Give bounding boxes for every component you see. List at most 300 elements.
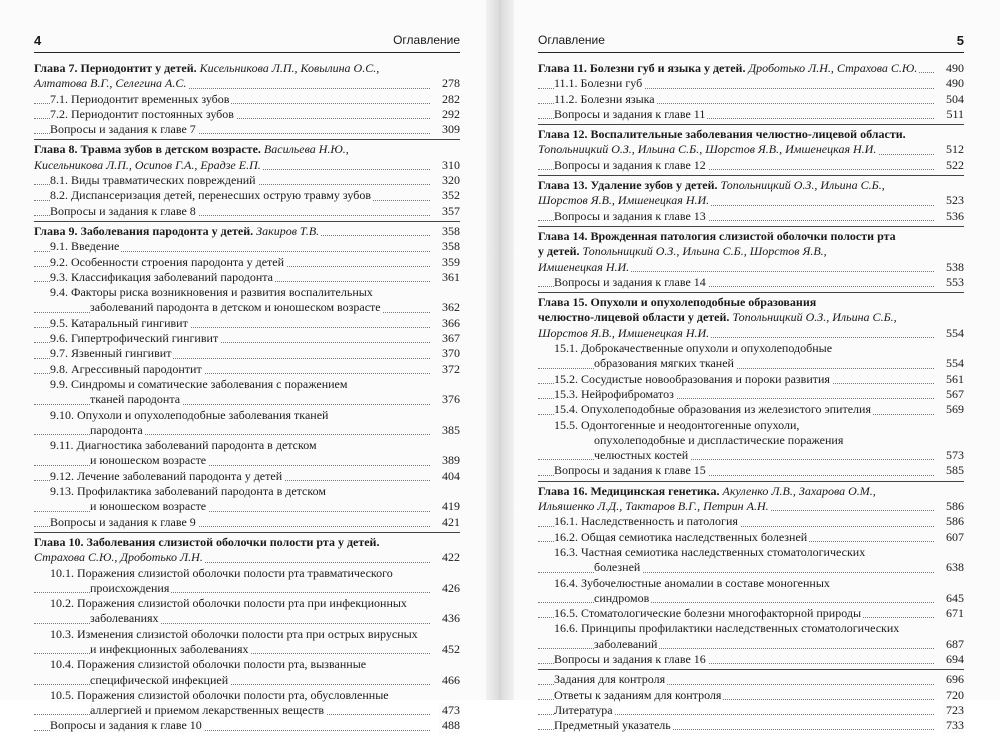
page-ref: 607 <box>943 530 964 545</box>
page-ref: 309 <box>439 122 460 137</box>
toc-line <box>538 356 964 371</box>
page-number: 4 <box>34 33 42 48</box>
section-title: болезней <box>594 560 641 575</box>
page-ref: 419 <box>439 499 460 514</box>
page-ref: 723 <box>943 703 964 718</box>
toc-line <box>538 178 964 193</box>
section-title: 15.4. Опухолеподобные образования из железистого эпителия <box>554 402 871 417</box>
page-ref: 512 <box>943 142 964 157</box>
page-ref: 671 <box>943 606 964 621</box>
section-title: 16.2. Общая семиотика наследственных болезней <box>554 529 808 544</box>
chapter-authors: Топольницкий О.З., Ильина С.Б., Шорстов Я.В., Имшенецкая Н.И. <box>538 142 877 157</box>
toc-line <box>34 515 460 530</box>
chapter-block <box>538 176 964 227</box>
toc-line <box>538 652 964 667</box>
toc-line <box>34 142 460 157</box>
toc-line <box>538 606 964 621</box>
chapter-title: Глава 9. Заболевания пародонта у детей. <box>34 223 257 238</box>
toc-line-text <box>50 657 368 671</box>
section-title: 9.11. Диагностика заболеваний пародонта в детском <box>50 438 317 453</box>
toc-line <box>34 316 460 331</box>
chapter-title: Глава 10. Заболевания слизистой оболочки полости рта у детей. <box>34 534 380 549</box>
toc-line <box>34 107 460 122</box>
chapter-authors: Страхова С.Ю., Дроботько Л.Н. <box>34 550 203 565</box>
section-title: 10.5. Поражения слизистой оболочки полости рта, обусловленные <box>50 687 389 702</box>
section-title: 16.4. Зубочелюстные аномалии в составе моногенных <box>554 575 830 590</box>
toc-line-text <box>90 611 161 625</box>
section-title: 16.1. Наследственность и патология <box>554 514 738 529</box>
page-ref: 358 <box>439 224 460 239</box>
page-ref: 452 <box>439 642 460 657</box>
toc-line <box>34 61 460 76</box>
toc-line <box>34 331 460 346</box>
toc-line <box>538 326 964 341</box>
entry-title: Вопросы и задания к главе 8 <box>50 203 196 218</box>
toc-line <box>538 530 964 545</box>
page-ref: 389 <box>439 453 460 468</box>
toc-line-text <box>554 703 615 717</box>
toc-line <box>538 672 964 687</box>
toc-line <box>34 392 460 407</box>
toc-line <box>34 581 460 596</box>
chapter-authors: Имшенецкая Н.И. <box>538 259 630 274</box>
toc-line <box>34 204 460 219</box>
entry-title: Предметный указатель <box>554 718 671 733</box>
chapter-title: Глава 11. Болезни губ и языка у детей. <box>538 61 749 75</box>
section-title: 16.6. Принципы профилактики наследственных стоматологических <box>554 621 900 636</box>
section-title: 11.1. Болезни губ <box>554 76 643 91</box>
page-ref: 569 <box>943 402 964 417</box>
section-title: 15.3. Нейрофиброматоз <box>554 386 674 401</box>
section-title: 9.4. Факторы риска возникновения и развития воспалительных <box>50 285 373 300</box>
toc-line <box>538 448 964 463</box>
chapter-authors: Кисельникова Л.П., Осипов Г.А., Ерадзе Е.П. <box>34 157 261 172</box>
toc-line <box>34 346 460 361</box>
toc-line-text <box>50 515 198 529</box>
toc-line <box>34 484 460 499</box>
toc-line <box>538 295 964 310</box>
page-ref: 310 <box>439 158 460 173</box>
entry-title: Вопросы и задания к главе 11 <box>554 106 706 121</box>
page-ref: 554 <box>943 356 964 371</box>
section-title: аллергией и приемом лекарственных веществ <box>90 703 325 718</box>
section-title: 10.1. Поражения слизистой оболочки полости рта травматического <box>50 565 393 580</box>
chapter-authors: Топольницкий О.З., Ильина С.Б., Шорстов Я.В., <box>582 244 827 259</box>
toc-line <box>34 173 460 188</box>
toc-line <box>538 418 964 433</box>
toc-line-text <box>90 673 230 687</box>
toc-line-text <box>34 550 205 564</box>
toc-line-text <box>594 591 651 605</box>
toc-line <box>34 270 460 285</box>
page-ref: 567 <box>943 387 964 402</box>
toc-line <box>34 122 460 137</box>
toc-line <box>538 341 964 356</box>
section-title: 9.12. Лечение заболеваний пародонта у детей <box>50 468 283 483</box>
toc-line-text <box>554 387 676 401</box>
page-ref: 358 <box>439 239 460 254</box>
toc-line-text <box>594 637 659 651</box>
toc-line <box>538 127 964 142</box>
toc-line <box>34 239 460 254</box>
toc-line-text <box>50 239 121 253</box>
section-title: 9.1. Введение <box>50 239 120 254</box>
toc-line-text <box>554 158 708 172</box>
page-ref: 372 <box>439 362 460 377</box>
toc-line-text <box>554 275 708 289</box>
toc-line <box>538 209 964 224</box>
toc-line-text <box>50 331 220 345</box>
toc-line <box>34 718 460 733</box>
toc-line <box>538 718 964 733</box>
page-ref: 359 <box>439 255 460 270</box>
toc-line <box>34 423 460 438</box>
page-ref: 696 <box>943 672 964 687</box>
page-number: 5 <box>956 33 964 48</box>
toc-line-text <box>594 560 642 574</box>
chapter-authors: Ильяшенко Л.Д., Тактаров В.Г., Петрин А.Н. <box>538 499 769 514</box>
chapter-title: Глава 14. Врожденная патология слизистой оболочки полости рта <box>538 228 896 243</box>
chapter-authors: Акуленко Л.В., Захарова О.М., <box>722 483 876 498</box>
entry-title: Вопросы и задания к главе 7 <box>50 122 196 137</box>
toc-line <box>34 453 460 468</box>
toc-line <box>34 657 460 672</box>
toc-line-text <box>554 718 673 732</box>
toc-line-text <box>50 316 190 330</box>
page-ref: 426 <box>439 581 460 596</box>
toc-line <box>34 188 460 203</box>
toc-line-text <box>538 484 878 498</box>
toc-line <box>34 408 460 423</box>
toc-line-text <box>50 204 198 218</box>
chapter-block <box>538 125 964 176</box>
toc-line <box>538 688 964 703</box>
chapter-block <box>538 59 964 125</box>
toc-line-text <box>34 142 351 156</box>
section-title: 9.3. Классификация заболеваний пародонта <box>50 269 274 284</box>
page-ref: 536 <box>943 209 964 224</box>
toc-line <box>538 107 964 122</box>
toc-line <box>34 499 460 514</box>
page-ref: 522 <box>943 158 964 173</box>
toc-line <box>34 224 460 239</box>
toc-line <box>34 688 460 703</box>
chapter-title: у детей. <box>538 244 583 259</box>
toc-line-text <box>554 209 708 223</box>
page-ref: 404 <box>439 469 460 484</box>
toc-line-text <box>594 448 690 462</box>
toc-line <box>538 310 964 325</box>
toc-line <box>538 76 964 91</box>
chapter-authors: Кисельникова Л.П., Ковылина О.С., <box>199 61 380 75</box>
toc-line-text <box>538 127 908 141</box>
section-title: 10.2. Поражения слизистой оболочки полости рта при инфекционных <box>50 596 407 611</box>
toc-line <box>538 514 964 529</box>
section-title: 9.2. Особенности строения пародонта у детей <box>50 254 285 269</box>
toc-line-text <box>538 244 829 258</box>
toc-line <box>34 76 460 91</box>
chapter-title: челюстно-лицевой области у детей. <box>538 310 733 325</box>
toc-line <box>538 193 964 208</box>
page-ref: 585 <box>943 463 964 478</box>
section-title: пародонта <box>90 422 143 437</box>
chapter-title: Глава 15. Опухоли и опухолеподобные образования <box>538 295 817 310</box>
entry-title: Вопросы и задания к главе 15 <box>554 463 706 478</box>
chapter-block <box>538 482 964 671</box>
section-title: 9.9. Синдромы и соматические заболевания с поражением <box>50 376 348 391</box>
page-ref: 645 <box>943 591 964 606</box>
toc-line <box>538 560 964 575</box>
section-title: 9.13. Профилактика заболеваний пародонта в детском <box>50 484 326 499</box>
section-title: происхождения <box>90 580 170 595</box>
page-ref: 523 <box>943 193 964 208</box>
toc-line-text <box>538 499 771 513</box>
section-title: заболеваний пародонта в детском и юношеском возрасте <box>90 300 381 315</box>
section-title: 15.5. Одонтогенные и неодонтогенные опухоли, <box>554 417 800 432</box>
toc-line-text <box>554 652 708 666</box>
toc-line <box>538 621 964 636</box>
toc-line-text <box>50 107 236 121</box>
entry-title: Ответы к заданиям для контроля <box>554 687 722 702</box>
page-ref: 554 <box>943 326 964 341</box>
entry-title: Вопросы и задания к главе 16 <box>554 651 706 666</box>
page-ref: 733 <box>943 718 964 733</box>
toc-line <box>34 469 460 484</box>
toc-line-text <box>554 341 834 355</box>
toc-line-text <box>34 61 381 75</box>
page-ref: 282 <box>439 92 460 107</box>
toc-line <box>538 463 964 478</box>
toc-line-text <box>50 469 284 483</box>
toc-line-text <box>34 158 263 172</box>
toc-line-text <box>538 260 631 274</box>
toc-line-text <box>90 703 326 717</box>
section-title: челюстных костей <box>594 448 689 463</box>
toc-line-text <box>538 295 818 309</box>
toc-line-text <box>50 346 173 360</box>
toc-line-text <box>554 107 707 121</box>
toc-line-text <box>90 499 208 513</box>
page-ref: 638 <box>943 560 964 575</box>
section-title: образования мягких тканей <box>594 356 734 371</box>
page-ref: 436 <box>439 611 460 626</box>
page-ref: 490 <box>943 76 964 91</box>
section-title: 16.5. Стоматологические болезни многофакторной природы <box>554 606 862 621</box>
toc-line-text <box>90 392 182 406</box>
toc-line <box>538 142 964 157</box>
toc-line <box>34 438 460 453</box>
entry-title: Вопросы и задания к главе 12 <box>554 157 706 172</box>
chapter-block <box>538 227 964 293</box>
toc-line-text <box>554 688 723 702</box>
toc-line-text <box>50 484 328 498</box>
toc-line <box>34 703 460 718</box>
toc-line-text <box>554 672 667 686</box>
chapter-block <box>34 222 460 533</box>
running-header <box>538 30 964 53</box>
chapter-block <box>34 59 460 140</box>
toc-line-text <box>90 453 208 467</box>
toc-line-text <box>554 402 873 416</box>
page-ref: 573 <box>943 448 964 463</box>
toc-line-text <box>554 76 644 90</box>
page-ref: 561 <box>943 372 964 387</box>
toc-line <box>538 591 964 606</box>
toc-line <box>34 255 460 270</box>
chapter-authors: Закиров Т.В. <box>256 223 320 238</box>
toc-line-text <box>50 92 231 106</box>
table-of-contents <box>34 59 460 736</box>
toc-line <box>538 372 964 387</box>
toc-line-text <box>554 372 832 386</box>
section-title: 15.2. Сосудистые новообразования и пороки развития <box>554 371 830 386</box>
chapter-authors: Топольницкий О.З., Ильина С.Б., <box>720 178 885 193</box>
toc-line-text <box>50 596 409 610</box>
chapter-authors: Шорстов Я.В., Имшенецкая Н.И. <box>538 325 710 340</box>
page-ref: 357 <box>439 204 460 219</box>
chapter-title: Глава 7. Периодонтит у детей. <box>34 61 200 75</box>
toc-line-text <box>50 438 319 452</box>
toc-line-text <box>554 92 657 106</box>
section-title: 7.2. Периодонтит постоянных зубов <box>50 106 234 121</box>
section-title: 15.1. Доброкачественные опухоли и опухолеподобные <box>554 341 833 356</box>
toc-line <box>538 499 964 514</box>
toc-line-text <box>538 326 711 340</box>
right-page <box>514 0 1000 733</box>
chapter-title: Глава 16. Медицинская генетика. <box>538 483 723 498</box>
toc-line-text <box>50 122 198 136</box>
page-ref: 320 <box>439 173 460 188</box>
toc-line-text <box>34 224 321 238</box>
section-title: и юношеском возрасте <box>90 453 207 468</box>
toc-line <box>34 550 460 565</box>
toc-line-text <box>554 576 832 590</box>
section-title: 10.3. Изменения слизистой оболочки полости рта при острых вирусных <box>50 626 418 641</box>
page-ref: 352 <box>439 188 460 203</box>
toc-line-text <box>594 433 845 447</box>
section-title: 9.8. Агрессивный пародонтит <box>50 361 202 376</box>
section-title: 9.7. Язвенный гингивит <box>50 346 172 361</box>
chapter-title: Глава 8. Травма зубов в детском возрасте. <box>34 142 264 157</box>
toc-line <box>34 285 460 300</box>
section-title: 8.1. Виды травматических повреждений <box>50 173 256 188</box>
page-ref: 473 <box>439 703 460 718</box>
toc-line-text <box>50 566 395 580</box>
toc-line-text <box>538 193 711 207</box>
toc-line <box>34 566 460 581</box>
toc-line <box>538 484 964 499</box>
section-title: 9.5. Катаральный гингивит <box>50 315 188 330</box>
chapter-block <box>538 670 964 735</box>
chapter-authors: Алтатова В.Г., Селегина А.С. <box>34 76 187 91</box>
page-ref: 421 <box>439 515 460 530</box>
section-title: 8.2. Диспансеризация детей, перенесших острую травму зубов <box>50 188 371 203</box>
section-title: 9.6. Гипертрофический гингивит <box>50 331 219 346</box>
section-title: 9.10. Опухоли и опухолеподобные заболевания тканей <box>50 407 329 422</box>
toc-line-text <box>554 514 740 528</box>
toc-line <box>538 158 964 173</box>
toc-line-text <box>90 300 383 314</box>
chapter-authors: Васильева Н.Ю., <box>263 142 349 157</box>
toc-line-text <box>34 76 188 90</box>
page-ref: 422 <box>439 550 460 565</box>
chapter-block <box>538 293 964 482</box>
section-title: специфической инфекцией <box>90 672 229 687</box>
section-title: и инфекционных заболеваниях <box>90 641 249 656</box>
toc-line <box>34 642 460 657</box>
page-ref: 361 <box>439 270 460 285</box>
toc-line <box>538 244 964 259</box>
entry-title: Вопросы и задания к главе 10 <box>50 718 202 733</box>
chapter-authors: Дроботько Л.Н., Страхова С.Ю. <box>748 61 918 75</box>
toc-line-text <box>538 61 919 75</box>
chapter-block <box>34 140 460 221</box>
section-title: заболеваниях <box>90 611 159 626</box>
toc-line <box>538 229 964 244</box>
entry-title: Вопросы и задания к главе 14 <box>554 274 706 289</box>
toc-line <box>538 433 964 448</box>
left-page <box>0 0 486 733</box>
toc-line-text <box>90 581 171 595</box>
toc-line <box>34 627 460 642</box>
page-ref: 367 <box>439 331 460 346</box>
page-ref: 366 <box>439 316 460 331</box>
running-title: Оглавление <box>393 33 460 47</box>
toc-line <box>34 158 460 173</box>
page-ref: 362 <box>439 300 460 315</box>
section-title: 11.2. Болезни языка <box>554 91 655 106</box>
page-ref: 385 <box>439 423 460 438</box>
toc-line <box>34 596 460 611</box>
toc-line-text <box>34 535 381 549</box>
section-title: 7.1. Периодонтит временных зубов <box>50 91 230 106</box>
toc-line <box>538 637 964 652</box>
toc-line <box>538 387 964 402</box>
toc-line-text <box>554 530 809 544</box>
page-ref: 694 <box>943 652 964 667</box>
page-ref: 466 <box>439 673 460 688</box>
toc-line <box>538 61 964 76</box>
page-ref: 538 <box>943 260 964 275</box>
page-ref: 586 <box>943 499 964 514</box>
toc-line-text <box>538 178 887 192</box>
toc-line-text <box>90 423 145 437</box>
toc-line <box>538 260 964 275</box>
entry-title: Задания для контроля <box>554 672 666 687</box>
page-ref: 553 <box>943 275 964 290</box>
running-title: Оглавление <box>538 33 605 47</box>
toc-line-text <box>50 255 286 269</box>
toc-line <box>34 362 460 377</box>
page-ref: 370 <box>439 346 460 361</box>
toc-line <box>538 92 964 107</box>
toc-line <box>538 576 964 591</box>
page-ref: 490 <box>943 61 964 76</box>
toc-line-text <box>50 627 420 641</box>
toc-line-text <box>90 642 250 656</box>
section-title: тканей пародонта <box>90 392 181 407</box>
toc-line-text <box>50 408 330 422</box>
page-ref: 488 <box>439 718 460 733</box>
entry-title: Вопросы и задания к главе 9 <box>50 514 196 529</box>
toc-line <box>538 402 964 417</box>
toc-line-text <box>538 142 878 156</box>
entry-title: Литература <box>554 702 613 717</box>
toc-line <box>34 377 460 392</box>
toc-line <box>34 673 460 688</box>
toc-line-text <box>50 285 375 299</box>
page-ref: 504 <box>943 92 964 107</box>
